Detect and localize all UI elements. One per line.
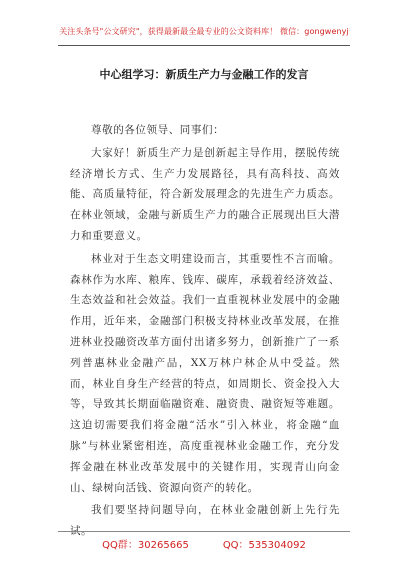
header-banner: 关注头条号"公文研究"，获得最新最全最专业的公文资料库！ 微信：gongwenyj (59, 27, 349, 36)
paragraph-3: 我们要坚持问题导向，在林业金融创新上先行先试。 (70, 504, 340, 538)
footer-divider (58, 531, 350, 532)
header-divider (58, 45, 350, 46)
salutation: 尊敬的各位领导、同事们： (91, 124, 225, 136)
paragraph-2: 林业对于生态文明建设而言，其重要性不言而喻。森林作为水库、粮库、钱库、碳库，承载着经济效益、生态效益和社会效益。我们一直重视林业发展中的金融作用，近年来，金融部门积极支持林业改革发展，在推进林业投融资改革方面付出诸多努力，创新推广了一系列普惠林业金融产品，XX万林户林企从中受益。然而，林业自身生产经营的特点，如周期长、资金投入大等，导致其长期面临融资难、融资贵、融资短等难题。这迫切需要我们将金融“活水”引入林业，将金融“血脉”与林业紧密相连，高度重视林业金融工作，充分发挥金融在林业改革发展中的关键作用，实现青山向金山、绿树向活钱、资源向资产的转化。 (70, 252, 340, 494)
qq-group-text: QQ群：30265665 (102, 540, 189, 551)
qq-text: QQ：535304092 (222, 540, 306, 551)
footer-contact (0, 536, 408, 551)
document-body (70, 120, 340, 542)
paragraph-1: 大家好！新质生产力是创新起主导作用，摆脱传统经济增长方式、生产力发展路径，具有高科技、高效能、高质量特征，符合新发展理念的先进生产力质态。在林业领域，金融与新质生产力的融合正展现出巨大潜力和重要意义。 (70, 146, 340, 242)
document-title: 中心组学习：新质生产力与金融工作的发言 (99, 68, 309, 81)
